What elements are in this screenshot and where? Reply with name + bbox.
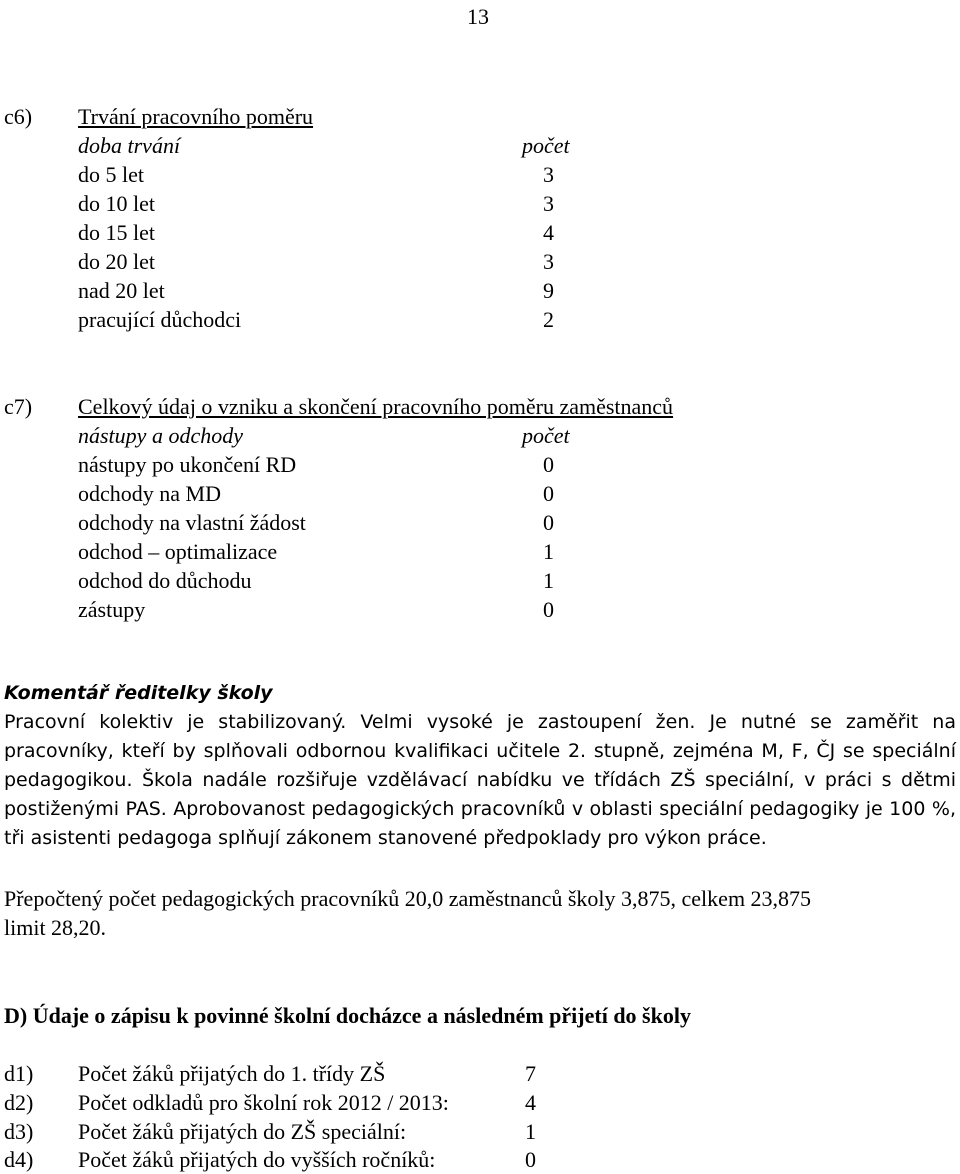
row-value: 0: [543, 510, 554, 535]
item-value: 1: [525, 1119, 536, 1144]
row-value: 1: [543, 539, 554, 564]
row-value: 3: [543, 249, 554, 274]
item-value: 0: [525, 1147, 536, 1172]
comment-heading: Komentář ředitelky školy: [4, 682, 273, 704]
row-label: odchod do důchodu: [78, 568, 252, 593]
section-d-heading: D) Údaje o zápisu k povinné školní docházce a následném přijetí do školy: [4, 1003, 691, 1028]
section-c6-title: Trvání pracovního poměru: [78, 104, 314, 129]
item-label: d2): [4, 1090, 34, 1115]
list-item: [0, 1088, 600, 1117]
row-value: 3: [543, 162, 554, 187]
section-c7-title: Celkový údaj o vzniku a skončení pracovního poměru zaměstnanců: [78, 394, 674, 419]
row-value: 0: [543, 481, 554, 506]
row-label: pracující důchodci: [78, 307, 242, 332]
item-label: d3): [4, 1119, 34, 1144]
row-label: odchod – optimalizace: [78, 539, 278, 564]
row-value: 4: [543, 220, 554, 245]
section-c6-label: c6): [4, 104, 33, 129]
item-label: d1): [4, 1061, 34, 1086]
row-label: do 15 let: [78, 220, 155, 245]
page-number: 13: [467, 4, 489, 29]
item-label: d4): [4, 1147, 34, 1172]
c6-header-left: doba trvání: [78, 133, 181, 158]
item-value: 4: [525, 1090, 536, 1115]
item-text: Počet žáků přijatých do 1. třídy ZŠ: [78, 1061, 386, 1086]
item-text: Počet odkladů pro školní rok 2012 / 2013:: [78, 1090, 449, 1115]
row-value: 3: [543, 191, 554, 216]
c6-header-right: počet: [522, 133, 570, 158]
row-value: 1: [543, 568, 554, 593]
row-label: odchody na vlastní žádost: [78, 510, 306, 535]
row-value: 0: [543, 452, 554, 477]
list-item: [0, 1145, 600, 1174]
section-c7-label: c7): [4, 394, 33, 419]
row-label: zástupy: [78, 597, 146, 622]
row-label: do 10 let: [78, 191, 155, 216]
item-value: 7: [525, 1061, 536, 1086]
row-value: 2: [543, 307, 554, 332]
row-value: 0: [543, 597, 554, 622]
comment-paragraph: Pracovní kolektiv je stabilizovaný. Velmi vysoké je zastoupení žen. Je nutné se zaměřit na pracovníky, kteří by splňovali odbornou kvalifikaci učitele 2. stupně, zejména M, F, ČJ se speciální pedagogikou. Škola nadále rozšiřuje vzdělávací nabídku ve třídách ZŠ speciální, v práci s dětmi postiženými PAS. Aprobovanost pedagogických pracovníků v oblasti speciální pedagogiky je 100 %, tři asistenti pedagoga splňují zákonem stanovené předpoklady pro výkon práce.: [4, 711, 956, 849]
row-label: nástupy po ukončení RD: [78, 452, 297, 477]
list-item: [0, 1117, 600, 1146]
c7-header-left: nástupy a odchody: [78, 423, 243, 448]
row-label: nad 20 let: [78, 278, 165, 303]
row-label: odchody na MD: [78, 481, 221, 506]
comment-summary-line1: Přepočtený počet pedagogických pracovníků 20,0 zaměstnanců školy 3,875, celkem 23,875: [4, 886, 812, 911]
item-text: Počet žáků přijatých do vyšších ročníků:: [78, 1147, 436, 1172]
row-label: do 5 let: [78, 162, 144, 187]
c7-header-right: počet: [522, 423, 570, 448]
comment-summary-line2: limit 28,20.: [4, 915, 107, 940]
row-label: do 20 let: [78, 249, 155, 274]
row-value: 9: [543, 278, 554, 303]
list-item: [0, 1059, 600, 1088]
item-text: Počet žáků přijatých do ZŠ speciální:: [78, 1119, 407, 1144]
